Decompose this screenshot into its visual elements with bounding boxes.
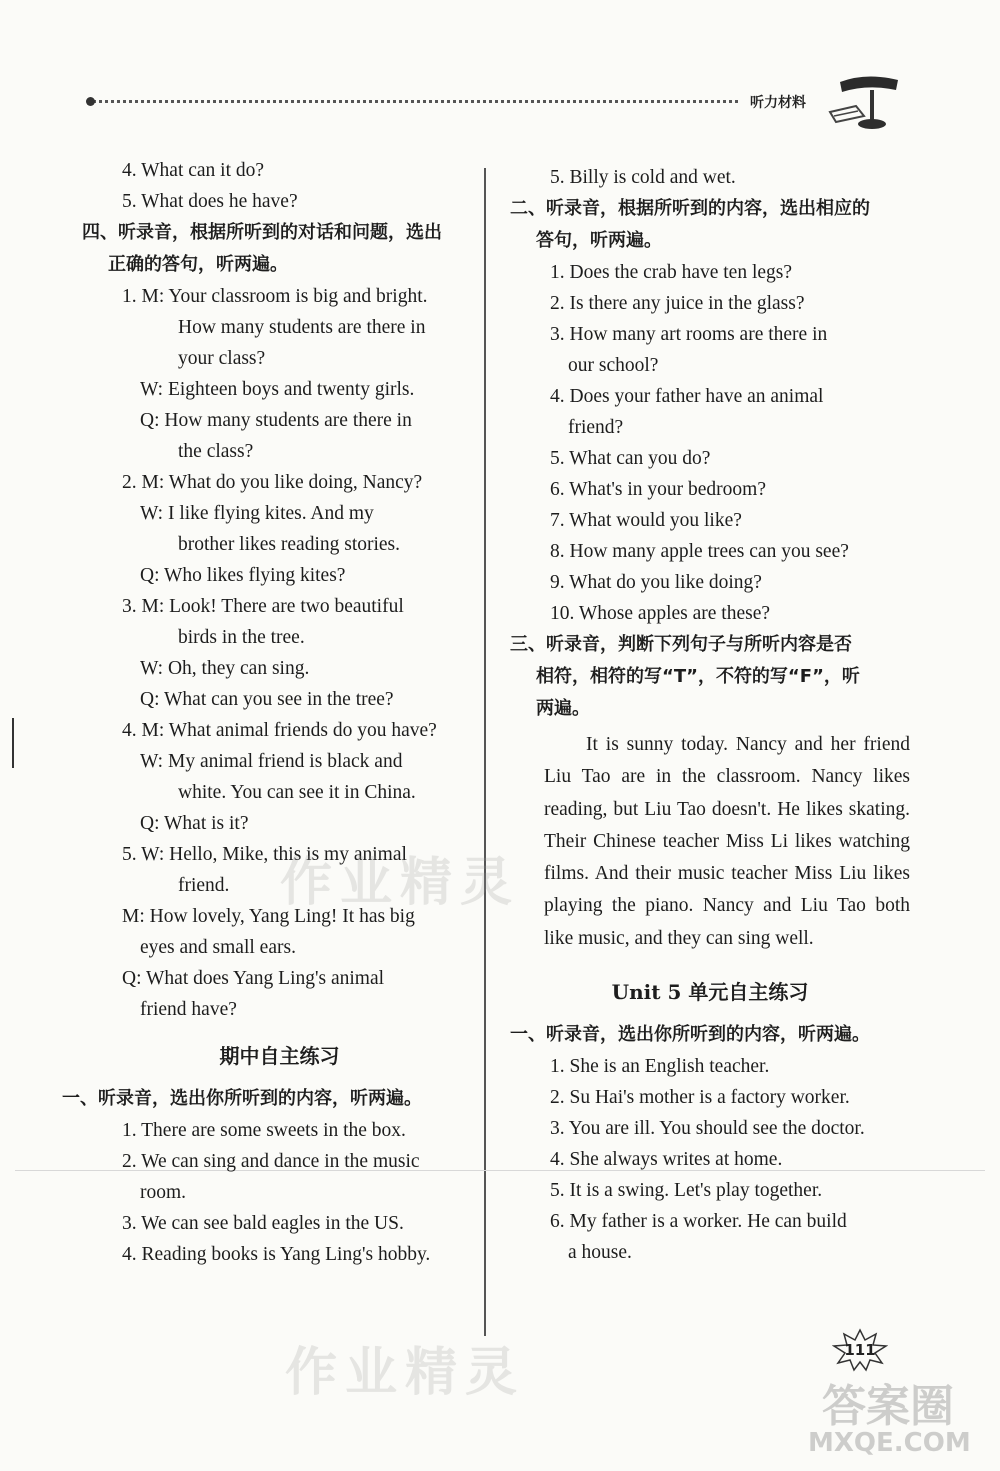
- dialog-line: 3. M: Look! There are two beautiful: [122, 596, 404, 617]
- section-heading: 四、听录音，根据所听到的对话和问题，选出: [82, 222, 442, 243]
- list-item: room.: [140, 1182, 187, 1203]
- dialog-line: How many students are there in: [178, 317, 426, 338]
- page-number: [838, 1336, 882, 1364]
- list-item: 5. What does he have?: [122, 191, 298, 212]
- list-item: a house.: [568, 1242, 632, 1264]
- dialog-line: 4. M: What animal friends do you have?: [122, 720, 437, 741]
- list-item: 7. What would you like?: [550, 510, 742, 531]
- section-heading: 二、听录音，根据所听到的内容，选出相应的: [510, 198, 870, 219]
- dialog-line: 2. M: What do you like doing, Nancy?: [122, 472, 423, 493]
- section-heading-cont: 答句，听两遍。: [536, 230, 662, 251]
- passage: It is sunny today. Nancy and her friend Liu Tao are in the classroom. Nancy likes reading, but Liu Tao doesn't. He likes skating. Their Chinese teacher Miss Li likes watching films. And their music teacher Miss Liu likes playing the piano. Nancy and Liu Tao both like music, and they can sing well.: [544, 734, 910, 949]
- dialog-line: brother likes reading stories.: [178, 534, 401, 555]
- list-item: 3. We can see bald eagles in the US.: [122, 1213, 404, 1234]
- list-item: 4. She always writes at home.: [550, 1149, 783, 1171]
- list-item: 10. Whose apples are these?: [550, 603, 771, 624]
- dialog-line: W: Eighteen boys and twenty girls.: [140, 379, 415, 400]
- dialog-line: friend.: [178, 875, 230, 896]
- page-header: [88, 92, 918, 132]
- unit5-title: Unit 5 单元自主练习: [611, 980, 809, 1005]
- dialog-line: friend have?: [140, 999, 237, 1020]
- column-divider: [484, 168, 486, 1336]
- midterm-title: 期中自主练习: [219, 1044, 340, 1068]
- watermark-bottom: 作业精灵: [285, 1343, 526, 1403]
- watermark-corner: 答案圈: [822, 1381, 954, 1432]
- list-item: 1. Does the crab have ten legs?: [550, 262, 793, 283]
- list-item: 2. Is there any juice in the glass?: [550, 293, 805, 314]
- list-item: 6. What's in your bedroom?: [550, 479, 766, 500]
- page-number-text: 111: [844, 1341, 876, 1359]
- list-item: 1. There are some sweets in the box.: [122, 1120, 406, 1141]
- dialog-line: W: I like flying kites. And my: [140, 503, 374, 524]
- dialog-line: Q: What does Yang Ling's animal: [122, 968, 385, 989]
- list-item: 5. Billy is cold and wet.: [550, 167, 736, 188]
- section-heading: 一、听录音，选出你所听到的内容，听两遍。: [510, 1024, 870, 1046]
- list-item: 4. What can it do?: [122, 160, 265, 181]
- dialog-line: white. You can see it in China.: [178, 782, 416, 803]
- dialog-line: W: My animal friend is black and: [140, 751, 403, 772]
- section-heading: 三、听录音，判断下列句子与所听内容是否: [510, 634, 852, 655]
- right-column: [510, 162, 910, 1268]
- list-item: 4. Reading books is Yang Ling's hobby.: [122, 1244, 431, 1265]
- desk-lamp-icon: [826, 72, 916, 136]
- list-item: 9. What do you like doing?: [550, 572, 762, 593]
- left-column: [62, 155, 477, 1270]
- list-item: 8. How many apple trees can you see?: [550, 541, 849, 562]
- dialog-line: W: Oh, they can sing.: [140, 658, 310, 679]
- margin-mark: [12, 718, 14, 768]
- list-item: 4. Does your father have an animal: [550, 386, 824, 407]
- dialog-line: Q: What can you see in the tree?: [140, 689, 394, 710]
- list-item: 6. My father is a worker. He can build: [550, 1211, 847, 1233]
- dialog-line: Q: What is it?: [140, 813, 249, 834]
- dialog-line: your class?: [178, 348, 266, 369]
- dialog-line: birds in the tree.: [178, 627, 305, 648]
- watermark-main: 作业精灵: [280, 853, 521, 913]
- header-title: 听力材料: [750, 95, 806, 111]
- list-item: 3. You are ill. You should see the doctor.: [550, 1118, 865, 1140]
- section-heading-cont: 两遍。: [536, 698, 590, 719]
- list-item: our school?: [568, 355, 659, 376]
- dialog-line: eyes and small ears.: [140, 937, 296, 958]
- list-item: friend?: [568, 417, 624, 438]
- section-heading-cont: 相符，相符的写“T”，不符的写“F”，听: [536, 666, 860, 687]
- list-item: 2. We can sing and dance in the music: [122, 1151, 420, 1172]
- section-heading: 一、听录音，选出你所听到的内容，听两遍。: [62, 1088, 422, 1109]
- dialog-line: M: How lovely, Yang Ling! It has big: [122, 906, 415, 927]
- dialog-line: Q: Who likes flying kites?: [140, 565, 346, 586]
- dialog-line: the class?: [178, 441, 254, 462]
- list-item: 5. It is a swing. Let's play together.: [550, 1180, 823, 1202]
- list-item: 2. Su Hai's mother is a factory worker.: [550, 1087, 850, 1109]
- list-item: 5. What can you do?: [550, 448, 711, 469]
- section-heading-cont: 正确的答句，听两遍。: [108, 254, 288, 275]
- watermark-site: MXQE.COM: [808, 1428, 971, 1458]
- list-item: 3. How many art rooms are there in: [550, 324, 828, 345]
- dialog-line: 1. M: Your classroom is big and bright.: [122, 286, 428, 307]
- list-item: 1. She is an English teacher.: [550, 1056, 770, 1078]
- dialog-line: Q: How many students are there in: [140, 410, 412, 431]
- dialog-line: 5. W: Hello, Mike, this is my animal: [122, 844, 407, 865]
- header-dotted-rule: [88, 100, 738, 103]
